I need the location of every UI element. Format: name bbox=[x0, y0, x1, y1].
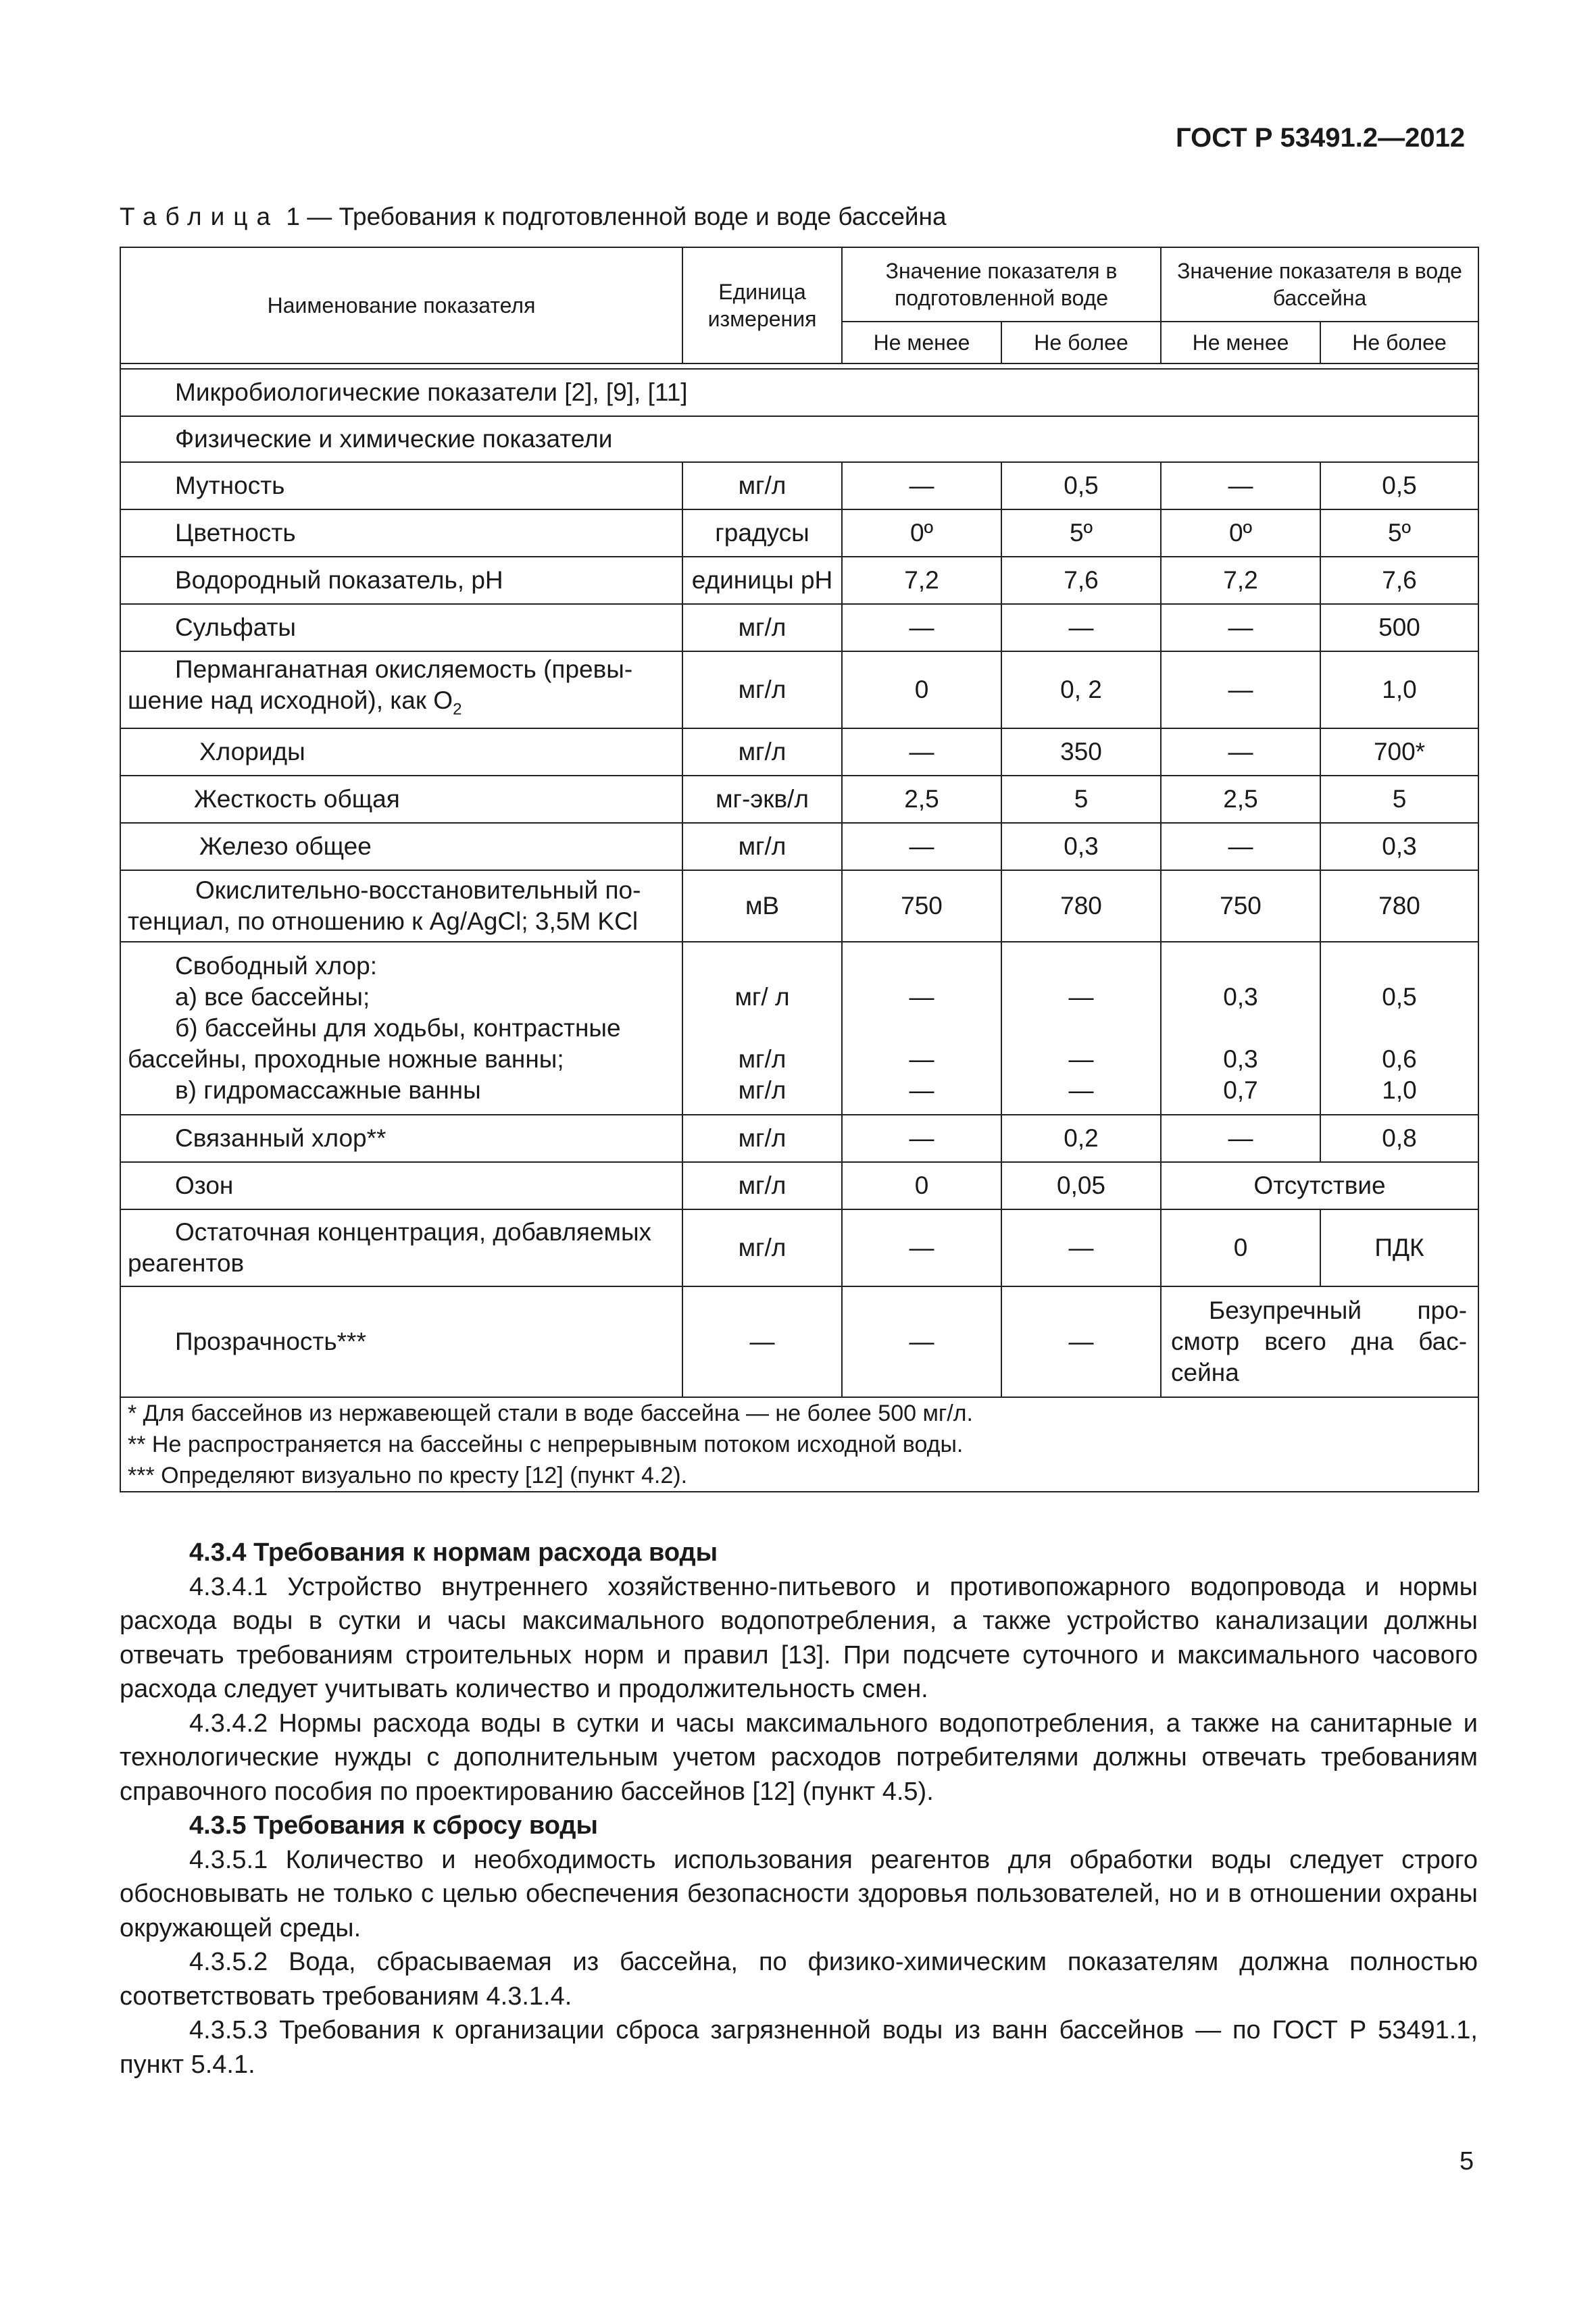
row-prepared-max: 5º bbox=[1001, 509, 1161, 557]
table-row bbox=[120, 462, 1478, 509]
row-value-line: — bbox=[1068, 1045, 1094, 1073]
row-name: Прозрачность*** bbox=[120, 1286, 682, 1397]
row-name-line: в) гидромассажные ванны bbox=[175, 1076, 481, 1104]
row-prepared-max: 0,5 bbox=[1001, 462, 1161, 509]
table-caption-text: 1 — Требования к подготовленной воде и воде бассейна bbox=[286, 203, 947, 230]
table-row bbox=[120, 870, 1478, 942]
table-row bbox=[120, 728, 1478, 776]
row-name-line2: тенциал, по отношению к Ag/AgCl; 3,5М KCl bbox=[128, 907, 639, 935]
row-value-line: — bbox=[909, 1076, 934, 1104]
row-pool-min: 2,5 bbox=[1161, 776, 1320, 823]
row-unit: мг/л bbox=[682, 462, 842, 509]
row-prepared-max bbox=[1001, 942, 1161, 1115]
row-name: Сульфаты bbox=[120, 604, 682, 651]
row-name: Хлориды bbox=[120, 728, 682, 776]
row-prepared-max: 780 bbox=[1001, 870, 1161, 942]
row-unit: градусы bbox=[682, 509, 842, 557]
row-unit: мг/л bbox=[682, 823, 842, 870]
body-text bbox=[120, 1536, 1478, 2082]
standard-number: ГОСТ Р 53491.2—2012 bbox=[1176, 123, 1466, 153]
row-pool-min: — bbox=[1161, 462, 1320, 509]
row-name-subscript: 2 bbox=[453, 700, 462, 719]
row-value-line: 0,5 bbox=[1382, 983, 1417, 1011]
row-unit-line: мг/л bbox=[738, 1045, 787, 1073]
row-prepared-max: — bbox=[1001, 1286, 1161, 1397]
table-row bbox=[120, 1209, 1478, 1286]
row-name-line2: реагентов bbox=[128, 1249, 245, 1277]
table-note: ** Не распространяется на бассейны с непрерывным потоком исходной воды. bbox=[128, 1432, 964, 1457]
row-pool-max: ПДК bbox=[1320, 1209, 1478, 1286]
row-value-line: — bbox=[909, 1045, 934, 1073]
row-prepared-max: 7,6 bbox=[1001, 557, 1161, 604]
paragraph-4-3-5-1: 4.3.5.1 Количество и необходимость использования реагентов для обработки воды следует строго обосновывать не только с целью обеспечения безопасности здоровья пользователей, но и в отношении охраны окружающей среды. bbox=[120, 1845, 1478, 1942]
paragraph-4-3-5-3: 4.3.5.3 Требования к организации сброса загрязненной воды из ванн бассейнов — по ГОСТ Р 53491.1, пункт 5.4.1. bbox=[120, 2016, 1478, 2079]
row-prepared-max: 0,3 bbox=[1001, 823, 1161, 870]
row-name: Мутность bbox=[120, 462, 682, 509]
row-pool-min: — bbox=[1161, 604, 1320, 651]
row-prepared-min: 750 bbox=[842, 870, 1001, 942]
row-name bbox=[120, 870, 682, 942]
row-pool-max: 780 bbox=[1320, 870, 1478, 942]
section-microbiological: Микробиологические показатели [2], [9], [11] bbox=[120, 369, 1478, 416]
header-unit: Единица измерения bbox=[682, 247, 842, 363]
row-prepared-max: 350 bbox=[1001, 728, 1161, 776]
row-pool-max: 0,3 bbox=[1320, 823, 1478, 870]
table-row bbox=[120, 1115, 1478, 1162]
row-name-line: бассейны, проходные ножные ванны; bbox=[128, 1045, 564, 1073]
row-value-line: сейна bbox=[1171, 1359, 1239, 1386]
row-value-line: — bbox=[1068, 983, 1094, 1011]
table-row bbox=[120, 509, 1478, 557]
row-name: Связанный хлор** bbox=[120, 1115, 682, 1162]
row-value-line: — bbox=[1068, 1076, 1094, 1104]
row-pool-min: 0º bbox=[1161, 509, 1320, 557]
table-notes-row bbox=[120, 1397, 1478, 1492]
row-name bbox=[120, 942, 682, 1115]
row-prepared-max: — bbox=[1001, 1209, 1161, 1286]
paragraph-4-3-5-2: 4.3.5.2 Вода, сбрасываемая из бассейна, по физико-химическим показателям должна полностью соответствовать требованиям 4.3.1.4. bbox=[120, 1948, 1478, 2011]
row-pool-max bbox=[1320, 942, 1478, 1115]
row-prepared-max: 0,2 bbox=[1001, 1115, 1161, 1162]
row-name: Цветность bbox=[120, 509, 682, 557]
table-notes bbox=[120, 1397, 1478, 1492]
row-value-line: Безупречный про- bbox=[1209, 1297, 1468, 1324]
row-unit: мг-экв/л bbox=[682, 776, 842, 823]
row-pool-min: 7,2 bbox=[1161, 557, 1320, 604]
row-name: Водородный показатель, рН bbox=[120, 557, 682, 604]
table-caption-label: Таблица bbox=[120, 203, 280, 230]
row-pool-min: — bbox=[1161, 823, 1320, 870]
header-prepared-max: Не более bbox=[1001, 322, 1161, 363]
row-value-line: смотр всего дна бас- bbox=[1171, 1328, 1468, 1355]
row-unit: мг/л bbox=[682, 1115, 842, 1162]
row-name: Озон bbox=[120, 1162, 682, 1209]
header-prepared-min: Не менее bbox=[842, 322, 1001, 363]
table-note: *** Определяют визуально по кресту [12] (пункт 4.2). bbox=[128, 1463, 688, 1488]
row-prepared-min: 0º bbox=[842, 509, 1001, 557]
row-prepared-min: — bbox=[842, 823, 1001, 870]
row-pool-min: 0 bbox=[1161, 1209, 1320, 1286]
row-unit bbox=[682, 942, 842, 1115]
table-row bbox=[120, 557, 1478, 604]
header-pool-max: Не более bbox=[1320, 322, 1478, 363]
row-name-line1: Окислительно-восстановительный по- bbox=[195, 876, 641, 904]
header-pool-min: Не менее bbox=[1161, 322, 1320, 363]
row-prepared-min: 7,2 bbox=[842, 557, 1001, 604]
water-requirements-table bbox=[120, 247, 1479, 1492]
row-prepared-min: — bbox=[842, 728, 1001, 776]
row-prepared-min: 2,5 bbox=[842, 776, 1001, 823]
row-pool-min bbox=[1161, 942, 1320, 1115]
row-pool-max: 7,6 bbox=[1320, 557, 1478, 604]
row-unit: мг/л bbox=[682, 604, 842, 651]
row-value-line: — bbox=[909, 983, 934, 1011]
row-prepared-max: 5 bbox=[1001, 776, 1161, 823]
row-prepared-min: — bbox=[842, 1286, 1001, 1397]
row-prepared-min bbox=[842, 942, 1001, 1115]
row-value-line: 0,6 bbox=[1382, 1045, 1417, 1073]
row-prepared-max: — bbox=[1001, 604, 1161, 651]
table-row bbox=[120, 942, 1478, 1115]
paragraph-4-3-4-2: 4.3.4.2 Нормы расхода воды в сутки и часы максимального водопотребления, а также на санитарные и технологические нужды с дополнительным учетом расходов потребителями должны отвечать требованиям справочного пособия по проектированию бассейнов [12] (пункт 4.5). bbox=[120, 1709, 1478, 1806]
row-unit: мг/л bbox=[682, 728, 842, 776]
row-unit-line: мг/ л bbox=[734, 983, 790, 1011]
row-prepared-min: 0 bbox=[842, 651, 1001, 728]
row-unit: мг/л bbox=[682, 1162, 842, 1209]
table-row bbox=[120, 823, 1478, 870]
table-row bbox=[120, 776, 1478, 823]
row-pool-min: 750 bbox=[1161, 870, 1320, 942]
row-prepared-max: 0, 2 bbox=[1001, 651, 1161, 728]
row-unit: — bbox=[682, 1286, 842, 1397]
table-note: * Для бассейнов из нержавеющей стали в воде бассейна — не более 500 мг/л. bbox=[128, 1401, 973, 1426]
header-prepared: Значение показателя в подготовленной воде bbox=[842, 247, 1161, 322]
heading-4-3-4: 4.3.4 Требования к нормам расхода воды bbox=[189, 1538, 718, 1567]
row-prepared-min: 0 bbox=[842, 1162, 1001, 1209]
row-value-line: 0,3 bbox=[1223, 1045, 1258, 1073]
row-name-line: а) все бассейны; bbox=[175, 983, 370, 1011]
row-prepared-min: — bbox=[842, 1209, 1001, 1286]
table-caption bbox=[120, 203, 947, 231]
row-pool-max: 1,0 bbox=[1320, 651, 1478, 728]
row-value-line: 0,7 bbox=[1223, 1076, 1258, 1104]
table-row bbox=[120, 1162, 1478, 1209]
row-name: Железо общее bbox=[120, 823, 682, 870]
row-name-line1: Перманганатная окисляемость (превы- bbox=[175, 655, 633, 684]
heading-4-3-5: 4.3.5 Требования к сбросу воды bbox=[189, 1811, 598, 1840]
header-pool: Значение показателя в воде бассейна bbox=[1161, 247, 1478, 322]
row-prepared-min: — bbox=[842, 1115, 1001, 1162]
row-unit: мг/л bbox=[682, 651, 842, 728]
row-value-line: 1,0 bbox=[1382, 1076, 1417, 1104]
row-unit: единицы рН bbox=[682, 557, 842, 604]
row-pool-max: 0,8 bbox=[1320, 1115, 1478, 1162]
row-value-line: 0,3 bbox=[1223, 983, 1258, 1011]
row-name-line1: Остаточная концентрация, добавляемых bbox=[175, 1218, 652, 1246]
row-pool-merged bbox=[1161, 1286, 1478, 1397]
row-prepared-max: 0,05 bbox=[1001, 1162, 1161, 1209]
row-name: Жесткость общая bbox=[120, 776, 682, 823]
page-number: 5 bbox=[1460, 2147, 1474, 2175]
row-name bbox=[120, 1209, 682, 1286]
row-pool-max: 0,5 bbox=[1320, 462, 1478, 509]
row-name-line: б) бассейны для ходьбы, контрастные bbox=[175, 1014, 621, 1042]
row-pool-max: 500 bbox=[1320, 604, 1478, 651]
table-row bbox=[120, 651, 1478, 728]
row-pool-max: 5 bbox=[1320, 776, 1478, 823]
row-name bbox=[120, 651, 682, 728]
row-pool-min: — bbox=[1161, 1115, 1320, 1162]
row-pool-max: 5º bbox=[1320, 509, 1478, 557]
row-unit: мг/л bbox=[682, 1209, 842, 1286]
row-prepared-min: — bbox=[842, 604, 1001, 651]
row-pool-min: — bbox=[1161, 651, 1320, 728]
row-pool-max: 700* bbox=[1320, 728, 1478, 776]
row-unit: мВ bbox=[682, 870, 842, 942]
table-row bbox=[120, 604, 1478, 651]
paragraph-4-3-4-1: 4.3.4.1 Устройство внутреннего хозяйственно-питьевого и противопожарного водопровода и нормы расхода воды в сутки и часы максимального водопотребления, а также устройство канализации должны отвечать требованиям строительных норм и правил [13]. При подсчете суточного и максимального часового расхода следует учитывать количество и продолжительность смен. bbox=[120, 1572, 1478, 1703]
table-row bbox=[120, 1286, 1478, 1397]
row-name-line: Свободный хлор: bbox=[175, 952, 377, 980]
row-name-line2: шение над исходной), как О bbox=[128, 686, 453, 715]
header-name: Наименование показателя bbox=[120, 247, 682, 363]
row-unit-line: мг/л bbox=[738, 1076, 787, 1104]
row-prepared-min: — bbox=[842, 462, 1001, 509]
row-pool-merged: Отсутствие bbox=[1161, 1162, 1478, 1209]
section-physical-chemical: Физические и химические показатели bbox=[120, 416, 1478, 462]
row-pool-min: — bbox=[1161, 728, 1320, 776]
